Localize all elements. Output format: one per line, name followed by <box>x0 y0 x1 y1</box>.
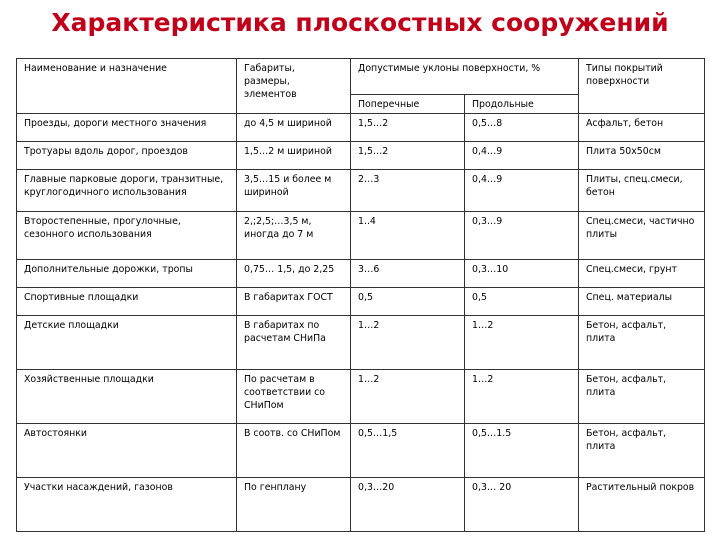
cell-longitudinal: 1…2 <box>465 316 579 370</box>
table-row <box>17 260 705 288</box>
header-longitudinal: Продольные <box>465 95 579 114</box>
cell-name: Тротуары вдоль дорог, проездов <box>17 142 237 170</box>
header-cover: Типы покрытий поверхности <box>579 59 705 114</box>
cell-size: 0,75… 1,5, до 2,25 <box>237 260 351 288</box>
cell-transverse: 1…2 <box>351 316 465 370</box>
table-row <box>17 212 705 260</box>
header-slopes: Допустимые уклоны поверхности, % <box>351 59 579 95</box>
cell-longitudinal: 0,3…10 <box>465 260 579 288</box>
table-row <box>17 170 705 212</box>
cell-cover: Асфальт, бетон <box>579 114 705 142</box>
characteristics-table <box>16 58 705 532</box>
cell-transverse: 1…2 <box>351 370 465 424</box>
cell-name: Главные парковые дороги, транзитные, круглогодичного использования <box>17 170 237 212</box>
cell-transverse: 0,5 <box>351 288 465 316</box>
cell-longitudinal: 0,5…1.5 <box>465 424 579 478</box>
header-row <box>17 59 705 95</box>
cell-size: 2,;2,5;…3,5 м, иногда до 7 м <box>237 212 351 260</box>
table-row <box>17 142 705 170</box>
cell-transverse: 1,5…2 <box>351 114 465 142</box>
table-row <box>17 370 705 424</box>
cell-transverse: 1..4 <box>351 212 465 260</box>
cell-name: Спортивные площадки <box>17 288 237 316</box>
table-row <box>17 478 705 532</box>
header-name: Наименование и назначение <box>17 59 237 114</box>
header-size: Габариты, размеры, элементов <box>237 59 351 114</box>
cell-cover: Плиты, спец.смеси, бетон <box>579 170 705 212</box>
cell-size: В соотв. со СНиПом <box>237 424 351 478</box>
cell-cover: Бетон, асфальт, плита <box>579 424 705 478</box>
cell-cover: Растительный покров <box>579 478 705 532</box>
cell-longitudinal: 0,5 <box>465 288 579 316</box>
cell-size: В габаритах по расчетам СНиПа <box>237 316 351 370</box>
page-title: Характеристика плоскостных сооружений <box>51 8 669 37</box>
table-row <box>17 424 705 478</box>
table-row <box>17 316 705 370</box>
cell-size: 3,5…15 и более м шириной <box>237 170 351 212</box>
cell-transverse: 0,5…1,5 <box>351 424 465 478</box>
table-row <box>17 114 705 142</box>
cell-cover: Плита 50х50см <box>579 142 705 170</box>
cell-transverse: 2…3 <box>351 170 465 212</box>
cell-cover: Спец.смеси, грунт <box>579 260 705 288</box>
cell-size: По генплану <box>237 478 351 532</box>
cell-name: Участки насаждений, газонов <box>17 478 237 532</box>
cell-name: Автостоянки <box>17 424 237 478</box>
cell-longitudinal: 0,4…9 <box>465 170 579 212</box>
cell-cover: Спец.смеси, частично плиты <box>579 212 705 260</box>
cell-size: По расчетам в соответствии со СНиПом <box>237 370 351 424</box>
header-transverse: Поперечные <box>351 95 465 114</box>
cell-name: Проезды, дороги местного значения <box>17 114 237 142</box>
cell-transverse: 0,3…20 <box>351 478 465 532</box>
cell-name: Дополнительные дорожки, тропы <box>17 260 237 288</box>
cell-longitudinal: 0,3… 20 <box>465 478 579 532</box>
cell-size: до 4,5 м шириной <box>237 114 351 142</box>
cell-name: Детские площадки <box>17 316 237 370</box>
cell-longitudinal: 0,3…9 <box>465 212 579 260</box>
cell-transverse: 1,5…2 <box>351 142 465 170</box>
cell-cover: Бетон, асфальт, плита <box>579 316 705 370</box>
cell-longitudinal: 0,5…8 <box>465 114 579 142</box>
cell-name: Хозяйственные площадки <box>17 370 237 424</box>
cell-name: Второстепенные, прогулочные, сезонного использования <box>17 212 237 260</box>
cell-size: В габаритах ГОСТ <box>237 288 351 316</box>
cell-longitudinal: 1…2 <box>465 370 579 424</box>
cell-cover: Бетон, асфальт, плита <box>579 370 705 424</box>
cell-size: 1,5…2 м шириной <box>237 142 351 170</box>
cell-longitudinal: 0,4…9 <box>465 142 579 170</box>
cell-cover: Спец. материалы <box>579 288 705 316</box>
table-row <box>17 288 705 316</box>
cell-transverse: 3…6 <box>351 260 465 288</box>
